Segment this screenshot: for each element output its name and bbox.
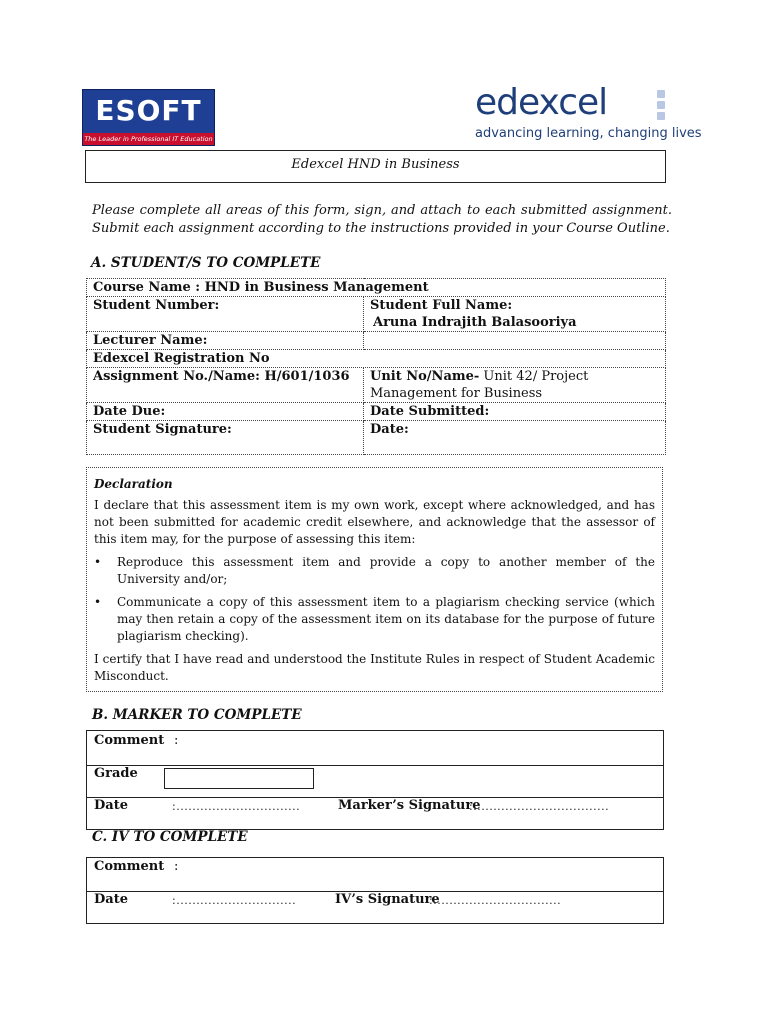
esoft-logo (82, 89, 215, 146)
declaration-bullet-text: Reproduce this assessment item and provide a copy to another member of the University and/or; (117, 555, 655, 586)
marker-date-field[interactable]: :............................... (172, 800, 301, 813)
lecturer-name-empty-cell[interactable] (364, 332, 666, 350)
iv-date-label: Date (94, 892, 128, 907)
iv-comment-row[interactable] (87, 858, 663, 892)
unit-label: Unit No/Name- (370, 369, 480, 384)
marker-grade-label: Grade (94, 766, 138, 781)
edexcel-logo (475, 82, 702, 144)
marker-comment-row[interactable] (87, 731, 663, 766)
declaration-bullet-list (94, 554, 655, 645)
grade-input-box[interactable] (164, 768, 314, 789)
marker-table (86, 730, 664, 830)
declaration-bullet-text: Communicate a copy of this assessment item to a plagiarism checking service (which may then retain a copy of the assessment item on its database for the purpose of future plagiarism checking). (117, 595, 655, 643)
marker-date-row (87, 797, 663, 829)
marker-signature-field[interactable]: :.................................. (469, 800, 610, 813)
student-full-name-label: Student Full Name: (370, 298, 513, 313)
date-field[interactable]: Date: (364, 421, 666, 455)
marker-date-label: Date (94, 798, 128, 813)
bullet-icon: • (94, 555, 102, 569)
iv-comment-colon: : (174, 859, 179, 874)
lecturer-name-field[interactable]: Lecturer Name: (87, 332, 364, 350)
declaration-bullet-item (94, 594, 655, 645)
declaration-box (86, 467, 663, 692)
declaration-paragraph-1: I declare that this assessment item is my own work, except where acknowledged, and has not been submitted for academic credit elsewhere, and acknowledge that the assessor of this item may, for the purpose of assessing this item: (94, 498, 655, 546)
date-submitted-field[interactable]: Date Submitted: (364, 403, 666, 421)
intro-text: Please complete all areas of this form, sign, and attach to each submitted assignment. Submit each assignment according to the instructions provided in your Course Outline. (92, 203, 672, 236)
esoft-logo-word: ESOFT (95, 94, 202, 127)
student-full-name-field[interactable] (364, 297, 666, 332)
date-due-field[interactable]: Date Due: (87, 403, 364, 421)
unit-value: Unit 42/ Project Management for Business (370, 369, 589, 401)
declaration-paragraph-2: I certify that I have read and understood the Institute Rules in respect of Student Academic Misconduct. (94, 652, 655, 683)
marker-grade-row (87, 765, 663, 798)
iv-comment-label: Comment (94, 859, 165, 874)
section-c-heading: C. IV TO COMPLETE (92, 829, 248, 845)
esoft-logo-tagline: The Leader in Professional IT Education (84, 135, 213, 143)
edexcel-logo-dots (657, 90, 667, 124)
edexcel-logo-tagline: advancing learning, changing lives (475, 126, 702, 141)
iv-date-field[interactable]: :.............................. (172, 894, 297, 907)
declaration-bullet-item (94, 554, 655, 588)
iv-signature-field[interactable]: :................................ (429, 894, 562, 907)
bullet-icon: • (94, 595, 102, 609)
student-details-table (86, 278, 666, 455)
iv-date-row (87, 891, 663, 924)
marker-comment-label: Comment (94, 733, 165, 748)
edexcel-logo-word: edexcel (475, 82, 608, 123)
section-a-heading: A. STUDENT/S TO COMPLETE (91, 255, 321, 271)
assignment-field[interactable]: Assignment No./Name: H/601/1036 (87, 368, 364, 403)
student-full-name-value: Aruna Indrajith Balasooriya (373, 315, 577, 330)
student-signature-field[interactable]: Student Signature: (87, 421, 364, 455)
form-title: Edexcel HND in Business (85, 150, 666, 183)
declaration-heading: Declaration (94, 477, 173, 491)
registration-number-field[interactable]: Edexcel Registration No (87, 350, 666, 368)
marker-signature-label: Marker’s Signature (338, 798, 481, 813)
course-name-cell: Course Name : HND in Business Management (87, 279, 666, 297)
iv-signature-label: IV’s Signature (335, 892, 440, 907)
student-number-field[interactable]: Student Number: (87, 297, 364, 332)
marker-comment-colon: : (174, 733, 179, 748)
section-b-heading: B. MARKER TO COMPLETE (92, 707, 302, 723)
iv-table (86, 857, 664, 924)
unit-field[interactable] (364, 368, 666, 403)
